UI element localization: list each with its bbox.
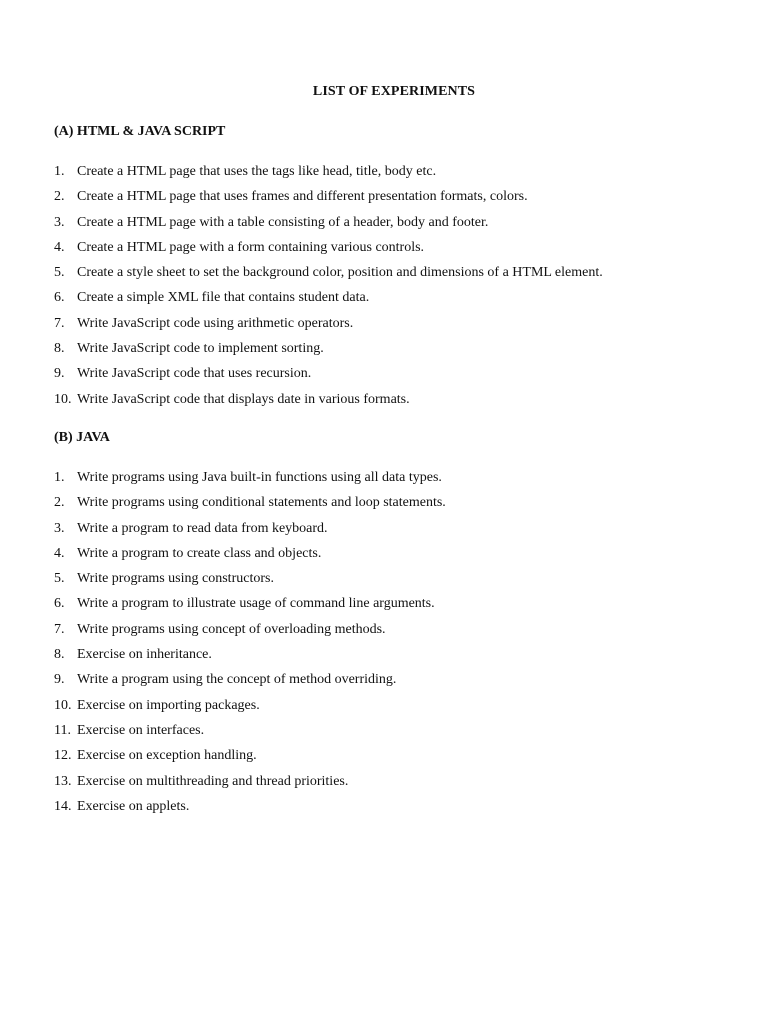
item-text: Create a style sheet to set the background color, position and dimensions of a HTML element. (77, 265, 603, 281)
item-number: 1. (54, 164, 65, 179)
item-number: 6. (54, 596, 65, 612)
item-text: Create a HTML page that uses the tags like head, title, body etc. (77, 164, 437, 179)
experiment-list-html-javascript (54, 163, 603, 416)
item-text: Write JavaScript code using arithmetic operators. (77, 315, 354, 331)
item-text: Exercise on interfaces. (77, 722, 205, 738)
list-item (54, 545, 446, 570)
item-number: 5. (54, 571, 65, 587)
item-text: Create a HTML page with a table consisting of a header, body and footer. (77, 214, 489, 230)
item-text: Write a program to create class and objects. (77, 545, 322, 561)
list-item (54, 621, 446, 646)
list-item (54, 188, 603, 213)
item-number: 2. (54, 495, 65, 511)
list-item (54, 391, 603, 416)
item-number: 4. (54, 239, 65, 255)
item-number: 9. (54, 672, 65, 688)
item-number: 9. (54, 366, 65, 382)
item-number: 5. (54, 265, 65, 281)
item-number: 3. (54, 520, 65, 536)
list-item (54, 469, 446, 494)
list-item (54, 520, 446, 545)
item-number: 8. (54, 341, 65, 357)
item-text: Exercise on exception handling. (77, 748, 257, 764)
item-number: 4. (54, 545, 65, 561)
item-text: Write JavaScript code that uses recursion. (77, 366, 312, 382)
item-text: Write programs using concept of overloading methods. (77, 621, 386, 637)
list-item (54, 214, 603, 239)
list-item (54, 646, 446, 671)
item-text: Write a program to read data from keyboard. (77, 520, 328, 536)
item-text: Create a simple XML file that contains student data. (77, 290, 370, 306)
item-number: 13. (54, 773, 72, 789)
list-item (54, 798, 446, 823)
list-item (54, 264, 603, 289)
item-number: 10. (54, 697, 72, 713)
item-number: 14. (54, 798, 72, 814)
list-item (54, 494, 446, 519)
item-number: 3. (54, 214, 65, 230)
item-text: Write programs using constructors. (77, 571, 274, 587)
list-item (54, 671, 446, 696)
item-number: 7. (54, 315, 65, 331)
item-text: Exercise on multithreading and thread priorities. (77, 773, 349, 789)
item-text: Create a HTML page that uses frames and different presentation formats, colors. (77, 189, 528, 205)
list-item (54, 773, 446, 798)
item-text: Write a program to illustrate usage of command line arguments. (77, 596, 435, 612)
list-item (54, 595, 446, 620)
list-item (54, 747, 446, 772)
list-item (54, 722, 446, 747)
item-text: Write JavaScript code to implement sorting. (77, 341, 324, 357)
list-item (54, 697, 446, 722)
item-number: 10. (54, 391, 72, 407)
section-heading-java: (B) JAVA (54, 430, 110, 445)
item-number: 6. (54, 290, 65, 306)
item-text: Write programs using Java built-in functions using all data types. (77, 470, 442, 485)
item-text: Exercise on importing packages. (77, 697, 260, 713)
list-item (54, 239, 603, 264)
list-item (54, 570, 446, 595)
item-text: Write a program using the concept of method overriding. (77, 672, 397, 688)
list-item (54, 289, 603, 314)
item-number: 8. (54, 647, 65, 663)
item-number: 1. (54, 470, 65, 485)
list-item (54, 163, 603, 188)
item-number: 11. (54, 722, 71, 738)
experiment-list-java (54, 469, 446, 823)
item-text: Exercise on applets. (77, 798, 190, 814)
page-title: LIST OF EXPERIMENTS (312, 84, 476, 99)
list-item (54, 315, 603, 340)
list-item (54, 365, 603, 390)
item-text: Write programs using conditional statements and loop statements. (77, 495, 446, 511)
section-heading-html-javascript: (A) HTML & JAVA SCRIPT (54, 124, 226, 139)
item-text: Create a HTML page with a form containing various controls. (77, 239, 425, 255)
item-text: Exercise on inheritance. (77, 647, 212, 663)
item-number: 7. (54, 621, 65, 637)
list-item (54, 340, 603, 365)
item-number: 2. (54, 189, 65, 205)
item-number: 12. (54, 748, 72, 764)
item-text: Write JavaScript code that displays date in various formats. (77, 391, 410, 407)
